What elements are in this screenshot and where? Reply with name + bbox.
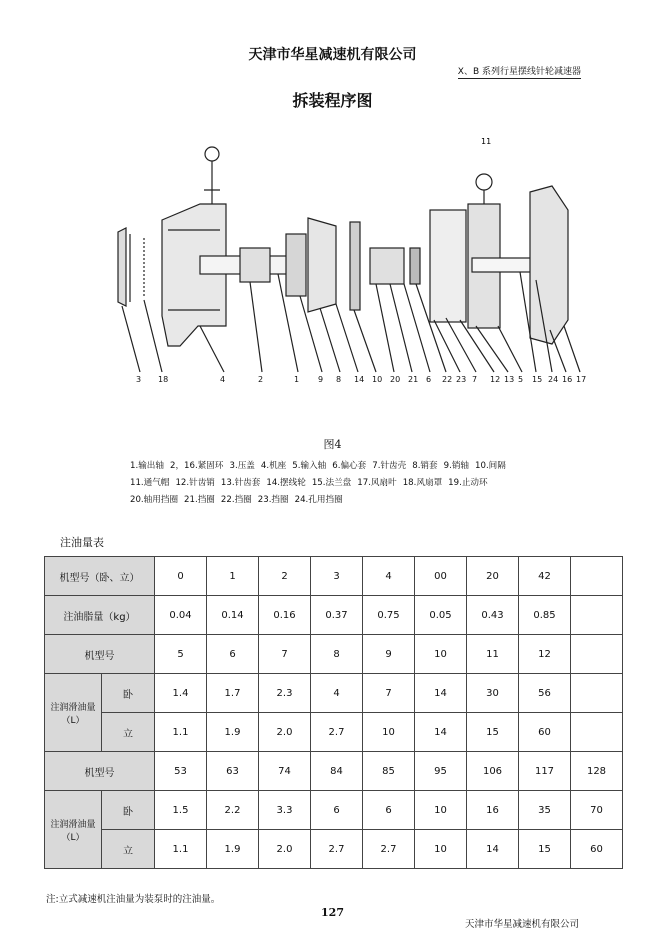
table-row xyxy=(45,791,623,830)
table-row xyxy=(45,713,623,752)
callout-number: 22 xyxy=(442,375,453,384)
legend-item: 7.针齿壳 xyxy=(372,461,407,471)
table-cell: 0.05 xyxy=(415,596,467,635)
table-cell: 70 xyxy=(571,791,623,830)
table-cell: 35 xyxy=(519,791,571,830)
table-cell: 2.0 xyxy=(259,713,311,752)
table-row xyxy=(45,674,623,713)
table-cell: 15 xyxy=(467,713,519,752)
legend-item: 24.孔用挡圈 xyxy=(294,495,343,505)
group-header: 注润滑油量 （L） xyxy=(45,791,102,869)
table-cell: 2.0 xyxy=(259,830,311,869)
legend-item: 20.轴用挡圈 xyxy=(130,495,179,505)
oil-quantity-table xyxy=(44,556,623,869)
table-cell: 1.7 xyxy=(207,674,259,713)
table-row xyxy=(45,596,623,635)
table-cell: 60 xyxy=(519,713,571,752)
legend-item: 15.法兰盘 xyxy=(311,478,352,488)
pin-disk xyxy=(308,218,336,312)
fan-cover xyxy=(530,186,568,344)
table-cell: 3.3 xyxy=(259,791,311,830)
table-cell: 128 xyxy=(571,752,623,791)
legend-item: 2，16.紧固环 xyxy=(169,461,224,471)
table-cell: 117 xyxy=(519,752,571,791)
table-cell xyxy=(571,713,623,752)
table-cell: 00 xyxy=(415,557,467,596)
table-cell: 5 xyxy=(155,635,207,674)
table-row xyxy=(45,830,623,869)
table-cell: 0.04 xyxy=(155,596,207,635)
sub-header: 立 xyxy=(102,830,155,869)
table-cell: 42 xyxy=(519,557,571,596)
table-cell: 2.7 xyxy=(311,830,363,869)
callout-number: 24 xyxy=(548,375,559,384)
table-cell: 60 xyxy=(571,830,623,869)
callout-number: 23 xyxy=(456,375,467,384)
callout-number: 16 xyxy=(562,375,573,384)
legend-item: 9.销轴 xyxy=(443,461,470,471)
legend-line xyxy=(130,458,600,475)
table-cell: 14 xyxy=(415,713,467,752)
table-cell: 14 xyxy=(415,674,467,713)
page-title: 拆装程序图 xyxy=(292,91,373,110)
table-cell: 2 xyxy=(259,557,311,596)
legend-line xyxy=(130,492,600,509)
callout-number: 7 xyxy=(472,375,478,384)
table-cell: 10 xyxy=(415,791,467,830)
table-cell: 11 xyxy=(467,635,519,674)
table-cell: 1.9 xyxy=(207,713,259,752)
legend-item: 13.针齿套 xyxy=(220,478,261,488)
table-cell: 0.75 xyxy=(363,596,415,635)
legend-item: 17.风扇叶 xyxy=(357,478,397,488)
table-row xyxy=(45,557,623,596)
table-cell: 14 xyxy=(467,830,519,869)
table-cell: 2.2 xyxy=(207,791,259,830)
table-cell: 1 xyxy=(207,557,259,596)
company-name-footer: 天津市华星减速机有限公司 xyxy=(464,919,579,930)
callout-labels xyxy=(136,375,586,384)
legend-item: 14.摆线轮 xyxy=(266,478,306,488)
table-cell: 1.4 xyxy=(155,674,207,713)
table-cell: 84 xyxy=(311,752,363,791)
bearing-part xyxy=(286,234,306,296)
table-cell: 0.14 xyxy=(207,596,259,635)
sub-header: 卧 xyxy=(102,674,155,713)
callout-number: 10 xyxy=(372,375,383,384)
legend-item: 22.挡圈 xyxy=(220,495,252,505)
housing-part xyxy=(162,204,226,346)
legend-item: 6.偏心套 xyxy=(332,461,367,471)
table-cell: 12 xyxy=(519,635,571,674)
table-cell: 63 xyxy=(207,752,259,791)
table-cell: 7 xyxy=(259,635,311,674)
table-row xyxy=(45,752,623,791)
legend-item: 11.通气帽 xyxy=(130,478,170,488)
table-cell: 15 xyxy=(519,830,571,869)
table-cell: 2.7 xyxy=(311,713,363,752)
callout-number: 18 xyxy=(158,375,169,384)
table-cell: 0.85 xyxy=(519,596,571,635)
table-cell: 95 xyxy=(415,752,467,791)
eccentric-part xyxy=(370,248,404,284)
callout-number: 6 xyxy=(426,375,432,384)
table-cell: 0.16 xyxy=(259,596,311,635)
legend-item: 4.机座 xyxy=(260,461,287,471)
table-cell: 53 xyxy=(155,752,207,791)
legend-item: 3.压盖 xyxy=(229,461,255,471)
legend-item: 12.针齿销 xyxy=(175,478,215,488)
table-cell: 4 xyxy=(363,557,415,596)
table-cell: 56 xyxy=(519,674,571,713)
table-cell: 6 xyxy=(363,791,415,830)
row-header: 机型号 xyxy=(45,752,155,791)
table-cell xyxy=(571,635,623,674)
table-footnote: 注:立式减速机注油量为装泵时的注油量。 xyxy=(46,894,221,905)
callout-number: 15 xyxy=(532,375,543,384)
table-cell: 85 xyxy=(363,752,415,791)
legend-item: 21.挡圈 xyxy=(184,495,215,505)
callout-number: 8 xyxy=(336,375,342,384)
callout-number: 17 xyxy=(576,375,587,384)
callout-top: 11 xyxy=(481,137,492,146)
legend-item: 18.风扇罩 xyxy=(402,478,443,488)
table-cell xyxy=(571,557,623,596)
page-number: 127 xyxy=(321,906,344,919)
callout-number: 1 xyxy=(294,375,300,384)
table-cell: 4 xyxy=(311,674,363,713)
table-cell: 6 xyxy=(207,635,259,674)
table-cell: 10 xyxy=(415,830,467,869)
table-cell: 1.1 xyxy=(155,713,207,752)
table-cell: 0.37 xyxy=(311,596,363,635)
table-cell: 16 xyxy=(467,791,519,830)
table-cell: 10 xyxy=(363,713,415,752)
lifting-eye xyxy=(205,147,219,161)
callout-number: 14 xyxy=(354,375,365,384)
callout-number: 4 xyxy=(220,375,226,384)
disassembly-drawing xyxy=(100,130,590,390)
callout-number: 9 xyxy=(318,375,324,384)
table-row xyxy=(45,635,623,674)
legend-item: 8.销套 xyxy=(412,461,438,471)
row-header: 机型号 xyxy=(45,635,155,674)
table-caption: 注油量表 xyxy=(60,536,104,549)
table-cell: 10 xyxy=(415,635,467,674)
row-header: 注油脂量（kg） xyxy=(45,596,155,635)
table-cell: 20 xyxy=(467,557,519,596)
callout-number: 2 xyxy=(258,375,264,384)
table-cell: 74 xyxy=(259,752,311,791)
legend-item: 10.间隔 xyxy=(475,461,506,471)
table-cell: 3 xyxy=(311,557,363,596)
table-cell: 6 xyxy=(311,791,363,830)
callout-number: 5 xyxy=(518,375,524,384)
series-subtitle: X、B 系列行星摆线针轮减速器 xyxy=(458,64,581,77)
callout-number: 3 xyxy=(136,375,142,384)
table-cell: 106 xyxy=(467,752,519,791)
legend-item: 19.止动环 xyxy=(448,478,488,488)
table-cell: 1.1 xyxy=(155,830,207,869)
table-cell: 7 xyxy=(363,674,415,713)
pin-housing xyxy=(430,210,466,322)
vent-cap xyxy=(476,174,492,190)
table-cell: 1.5 xyxy=(155,791,207,830)
table-cell: 30 xyxy=(467,674,519,713)
company-name-header: 天津市华星减速机有限公司 xyxy=(248,47,417,63)
cover-part xyxy=(118,228,126,306)
legend-item: 5.输入轴 xyxy=(292,461,327,471)
sub-header: 立 xyxy=(102,713,155,752)
table-cell: 1.9 xyxy=(207,830,259,869)
group-header: 注润滑油量 （L） xyxy=(45,674,102,752)
figure-label: 图4 xyxy=(323,438,342,451)
callout-number: 21 xyxy=(408,375,419,384)
table-cell: 2.7 xyxy=(363,830,415,869)
row-header: 机型号（卧、立） xyxy=(45,557,155,596)
table-cell: 8 xyxy=(311,635,363,674)
table-cell xyxy=(571,596,623,635)
callout-number: 20 xyxy=(390,375,401,384)
table-cell xyxy=(571,674,623,713)
legend-line xyxy=(130,475,600,492)
table-cell: 0.43 xyxy=(467,596,519,635)
table-cell: 0 xyxy=(155,557,207,596)
parts-legend xyxy=(130,458,600,509)
table-cell: 9 xyxy=(363,635,415,674)
table-cell: 2.3 xyxy=(259,674,311,713)
legend-item: 23.挡圈 xyxy=(257,495,289,505)
legend-item: 1.输出轴 xyxy=(130,461,164,471)
callout-number: 12 xyxy=(490,375,501,384)
sub-header: 卧 xyxy=(102,791,155,830)
callout-number: 13 xyxy=(504,375,515,384)
